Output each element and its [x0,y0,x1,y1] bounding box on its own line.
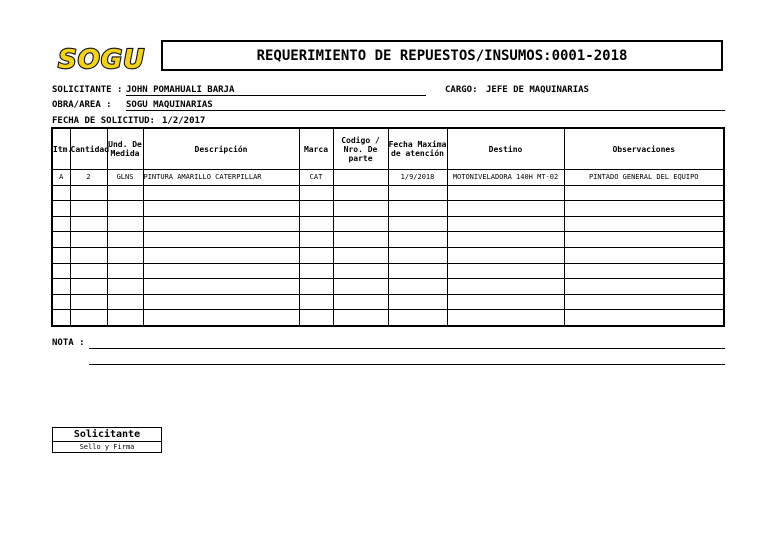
cell-destino [447,185,564,201]
cell-cantidad [70,216,107,232]
cell-descripcion [143,279,299,295]
cell-observaciones [564,263,724,279]
col-header-codigo: Codigo / Nro. De parte [333,128,388,170]
obra-value: SOGU MAQUINARIAS [126,100,725,111]
cell-descripcion [143,232,299,248]
cell-observaciones [564,185,724,201]
cell-unidad [107,185,143,201]
cell-cantidad [70,247,107,263]
cell-cantidad [70,232,107,248]
cell-unidad [107,201,143,217]
col-header-cantidad: Cantidad [70,128,107,170]
cell-cantidad [70,279,107,295]
cell-marca [299,232,333,248]
cell-destino [447,294,564,310]
cell-codigo [333,279,388,295]
table-row [52,201,724,217]
cell-destino [447,201,564,217]
table-row [52,185,724,201]
cell-observaciones [564,310,724,326]
cell-unidad [107,279,143,295]
cell-cantidad [70,294,107,310]
fecha-label: FECHA DE SOLICITUD: [52,116,155,126]
cell-itm [52,232,70,248]
cell-itm [52,294,70,310]
col-header-itm: Itm. [52,128,70,170]
nota-line-1 [89,348,725,349]
cell-marca [299,279,333,295]
cell-descripcion [143,216,299,232]
signature-box [52,427,162,453]
cell-itm [52,201,70,217]
cell-destino: MOTONIVELADORA 140H MT-02 [447,170,564,186]
cell-itm [52,247,70,263]
cell-fecha [388,263,447,279]
signature-title: Solicitante [53,428,161,442]
table-row [52,294,724,310]
cell-codigo [333,201,388,217]
cargo-label: CARGO: [445,85,478,95]
fecha-value: 1/2/2017 [162,116,206,126]
cell-marca [299,185,333,201]
cell-destino [447,279,564,295]
cell-codigo [333,310,388,326]
logo-text: SOGU [58,45,146,75]
cell-fecha: 1/9/2018 [388,170,447,186]
cell-descripcion [143,294,299,310]
cell-observaciones [564,247,724,263]
cell-observaciones [564,201,724,217]
col-header-unidad: Und. De Medida [107,128,143,170]
table-row [52,263,724,279]
cell-observaciones [564,294,724,310]
cell-descripcion [143,247,299,263]
company-logo [54,40,158,74]
cell-fecha [388,185,447,201]
cargo-value: JEFE DE MAQUINARIAS [486,85,589,95]
table-header-row [52,128,724,170]
cell-cantidad [70,263,107,279]
table-row [52,247,724,263]
cell-descripcion [143,310,299,326]
cell-codigo [333,185,388,201]
cell-marca [299,201,333,217]
cell-codigo [333,247,388,263]
obra-label: OBRA/AREA : [52,100,112,110]
table-row [52,232,724,248]
cell-marca [299,294,333,310]
cell-itm [52,185,70,201]
cell-observaciones [564,216,724,232]
document-title: REQUERIMIENTO DE REPUESTOS/INSUMOS:0001-2018 [161,40,723,71]
cell-marca: CAT [299,170,333,186]
cell-fecha [388,232,447,248]
cell-cantidad [70,310,107,326]
cell-descripcion: PINTURA AMARILLO CATERPILLAR [143,170,299,186]
cell-marca [299,310,333,326]
cell-unidad [107,310,143,326]
table-row [52,310,724,326]
cell-descripcion [143,201,299,217]
cell-destino [447,263,564,279]
cell-cantidad [70,201,107,217]
solicitante-value: JOHN POMAHUALI BARJA [126,85,426,96]
cell-destino [447,247,564,263]
cell-unidad [107,263,143,279]
table-row [52,216,724,232]
cell-itm [52,216,70,232]
cell-marca [299,247,333,263]
cell-unidad: GLNS [107,170,143,186]
cell-destino [447,310,564,326]
cell-codigo [333,216,388,232]
col-header-descripcion: Descripción [143,128,299,170]
nota-label: NOTA : [52,338,85,348]
col-header-destino: Destino [447,128,564,170]
cell-observaciones [564,279,724,295]
cell-fecha [388,294,447,310]
cell-destino [447,232,564,248]
cell-unidad [107,294,143,310]
cell-observaciones [564,232,724,248]
cell-itm [52,310,70,326]
cell-itm [52,263,70,279]
nota-line-2 [89,364,725,365]
cell-fecha [388,201,447,217]
cell-codigo [333,263,388,279]
table-row [52,170,724,186]
cell-fecha [388,310,447,326]
cell-observaciones: PINTADO GENERAL DEL EQUIPO [564,170,724,186]
col-header-fecha: Fecha Maxima de atención [388,128,447,170]
cell-codigo [333,294,388,310]
cell-itm: A [52,170,70,186]
cell-marca [299,263,333,279]
requirements-table [51,127,725,327]
cell-fecha [388,247,447,263]
cell-marca [299,216,333,232]
cell-cantidad [70,185,107,201]
cell-cantidad: 2 [70,170,107,186]
col-header-marca: Marca [299,128,333,170]
cell-unidad [107,247,143,263]
table-row [52,279,724,295]
cell-unidad [107,216,143,232]
cell-descripcion [143,185,299,201]
cell-fecha [388,279,447,295]
cell-fecha [388,216,447,232]
cell-unidad [107,232,143,248]
solicitante-label: SOLICITANTE : [52,85,123,95]
col-header-observaciones: Observaciones [564,128,724,170]
cell-destino [447,216,564,232]
cell-codigo [333,170,388,186]
signature-subtitle: Sello y Firma [79,443,135,451]
cell-itm [52,279,70,295]
cell-codigo [333,232,388,248]
cell-descripcion [143,263,299,279]
